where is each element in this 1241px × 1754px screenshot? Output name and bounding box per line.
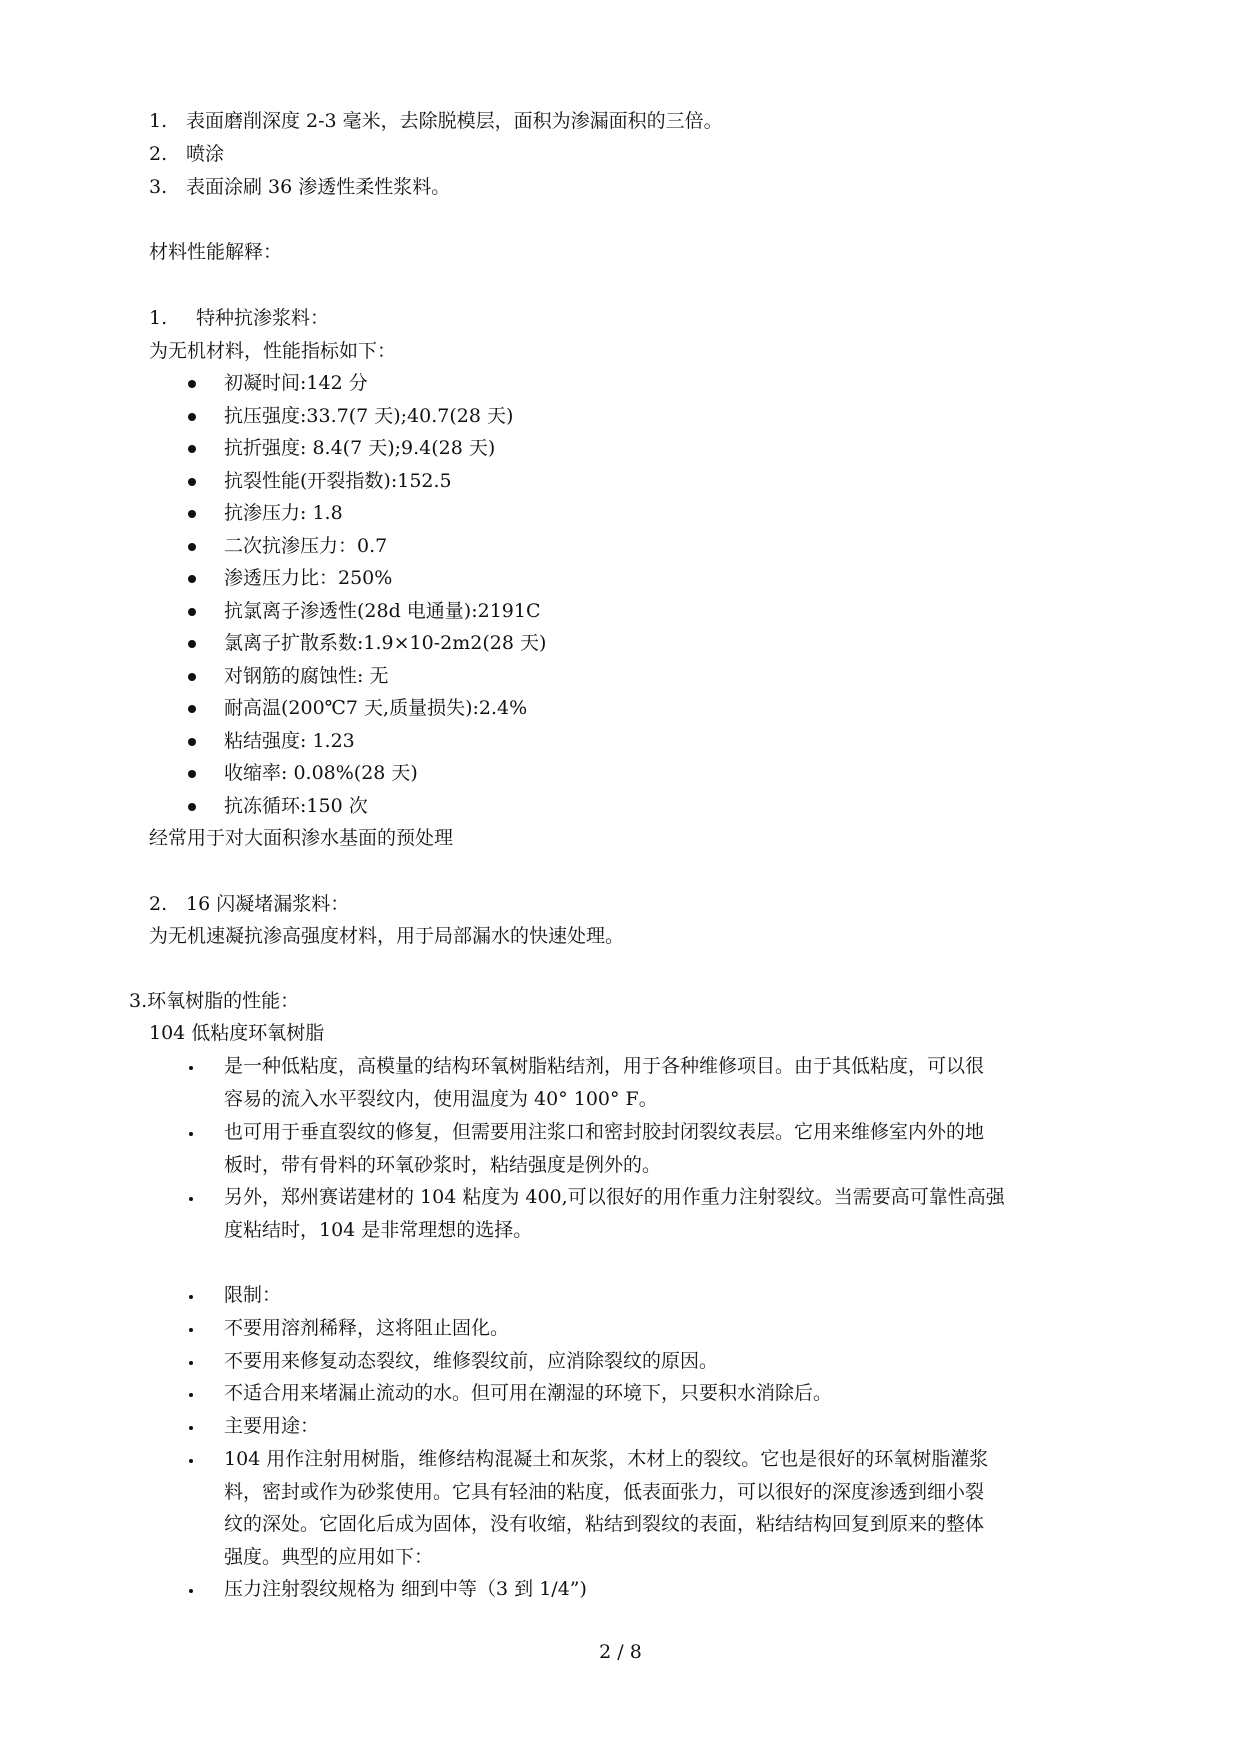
bullet-icon <box>188 478 196 486</box>
step-number: 1. <box>149 110 168 132</box>
bullet-icon <box>188 543 196 551</box>
bullet-icon <box>188 770 196 778</box>
limit-line: 压力注射裂纹规格为 细到中等（3 到 1/4”) <box>224 1578 587 1600</box>
bullet-icon <box>188 413 196 421</box>
limit-line: 不要用来修复动态裂纹，维修裂纹前，应消除裂纹的原因。 <box>224 1350 719 1372</box>
bullet-icon <box>189 1132 193 1136</box>
bullet-icon <box>189 1426 193 1430</box>
property-item: 抗冻循环:150 次 <box>224 795 368 817</box>
material2-desc: 为无机速凝抗渗高强度材料，用于局部漏水的快速处理。 <box>149 925 625 947</box>
property-item: 收缩率: 0.08%(28 天) <box>224 762 418 784</box>
bullet-icon <box>189 1328 193 1332</box>
feature-line: 是一种低粘度，高模量的结构环氧树脂粘结剂，用于各种维修项目。由于其低粘度，可以很 <box>224 1055 985 1077</box>
limit-line: 104 用作注射用树脂，维修结构混凝土和灰浆，木材上的裂纹。它也是很好的环氧树脂灌浆 <box>224 1448 989 1470</box>
limit-line: 限制： <box>224 1284 282 1306</box>
page-number: 2 / 8 <box>599 1641 642 1663</box>
step-text: 喷涂 <box>186 143 225 165</box>
material1-usage: 经常用于对大面积渗水基面的预处理 <box>149 827 454 849</box>
property-item: 抗压强度:33.7(7 天);40.7(28 天) <box>224 405 514 427</box>
bullet-icon <box>189 1361 193 1365</box>
bullet-icon <box>188 510 196 518</box>
bullet-icon <box>188 575 196 583</box>
property-item: 抗渗压力: 1.8 <box>224 502 343 524</box>
limit-line: 主要用途： <box>224 1415 320 1437</box>
bullet-icon <box>188 380 196 388</box>
material1-number: 1. <box>149 307 168 329</box>
feature-line: 容易的流入水平裂纹内，使用温度为 40° 100° F。 <box>224 1088 658 1110</box>
property-item: 初凝时间:142 分 <box>224 372 368 394</box>
bullet-icon <box>188 673 196 681</box>
limit-line: 不要用溶剂稀释，这将阻止固化。 <box>224 1317 510 1339</box>
bullet-icon <box>188 738 196 746</box>
step-text: 表面涂刷 36 渗透性柔性浆料。 <box>186 176 451 198</box>
property-item: 粘结强度: 1.23 <box>224 730 355 752</box>
section-heading: 材料性能解释： <box>149 241 283 263</box>
bullet-icon <box>189 1066 193 1070</box>
bullet-icon <box>188 608 196 616</box>
bullet-icon <box>189 1295 193 1299</box>
limit-line: 料，密封或作为砂浆使用。它具有轻油的粘度，低表面张力，可以很好的深度渗透到细小裂 <box>224 1481 985 1503</box>
feature-line: 板时，带有骨料的环氧砂浆时，粘结强度是例外的。 <box>224 1154 662 1176</box>
step-number: 2. <box>149 143 168 165</box>
step-number: 3. <box>149 176 168 198</box>
feature-line: 也可用于垂直裂纹的修复，但需要用注浆口和密封胶封闭裂纹表层。它用来维修室内外的地 <box>224 1121 985 1143</box>
property-item: 抗折强度: 8.4(7 天);9.4(28 天) <box>224 437 496 459</box>
material2-title: 16 闪凝堵漏浆料： <box>186 893 350 915</box>
property-item: 抗裂性能(开裂指数):152.5 <box>224 470 452 492</box>
property-item: 对钢筋的腐蚀性: 无 <box>224 665 389 687</box>
feature-line: 度粘结时，104 是非常理想的选择。 <box>224 1219 533 1241</box>
bullet-icon <box>188 640 196 648</box>
bullet-icon <box>189 1197 193 1201</box>
property-item: 氯离子扩散系数:1.9×10-2m2(28 天) <box>224 632 547 654</box>
feature-line: 另外，郑州赛诺建材的 104 粘度为 400,可以很好的用作重力注射裂纹。当需要高可靠性高强 <box>224 1186 1005 1208</box>
bullet-icon <box>188 803 196 811</box>
property-item: 抗氯离子渗透性(28d 电通量):2191C <box>224 600 541 622</box>
bullet-icon <box>189 1589 193 1593</box>
bullet-icon <box>188 705 196 713</box>
material1-intro: 为无机材料，性能指标如下： <box>149 340 397 362</box>
material3-subtitle: 104 低粘度环氧树脂 <box>149 1022 325 1044</box>
limit-line: 强度。典型的应用如下： <box>224 1546 434 1568</box>
property-item: 渗透压力比：250% <box>224 567 393 589</box>
property-item: 二次抗渗压力：0.7 <box>224 535 388 557</box>
bullet-icon <box>189 1459 193 1463</box>
bullet-icon <box>189 1393 193 1397</box>
property-item: 耐高温(200℃7 天,质量损失):2.4% <box>224 697 528 719</box>
material2-number: 2. <box>149 893 168 915</box>
bullet-icon <box>188 445 196 453</box>
limit-line: 纹的深处。它固化后成为固体，没有收缩，粘结到裂纹的表面，粘结结构回复到原来的整体 <box>224 1513 985 1535</box>
step-text: 表面磨削深度 2-3 毫米，去除脱模层，面积为渗漏面积的三倍。 <box>186 110 723 132</box>
material3-title: 3.环氧树脂的性能： <box>129 990 300 1012</box>
material1-title: 特种抗渗浆料： <box>196 307 330 329</box>
limit-line: 不适合用来堵漏止流动的水。但可用在潮湿的环境下，只要积水消除后。 <box>224 1382 833 1404</box>
